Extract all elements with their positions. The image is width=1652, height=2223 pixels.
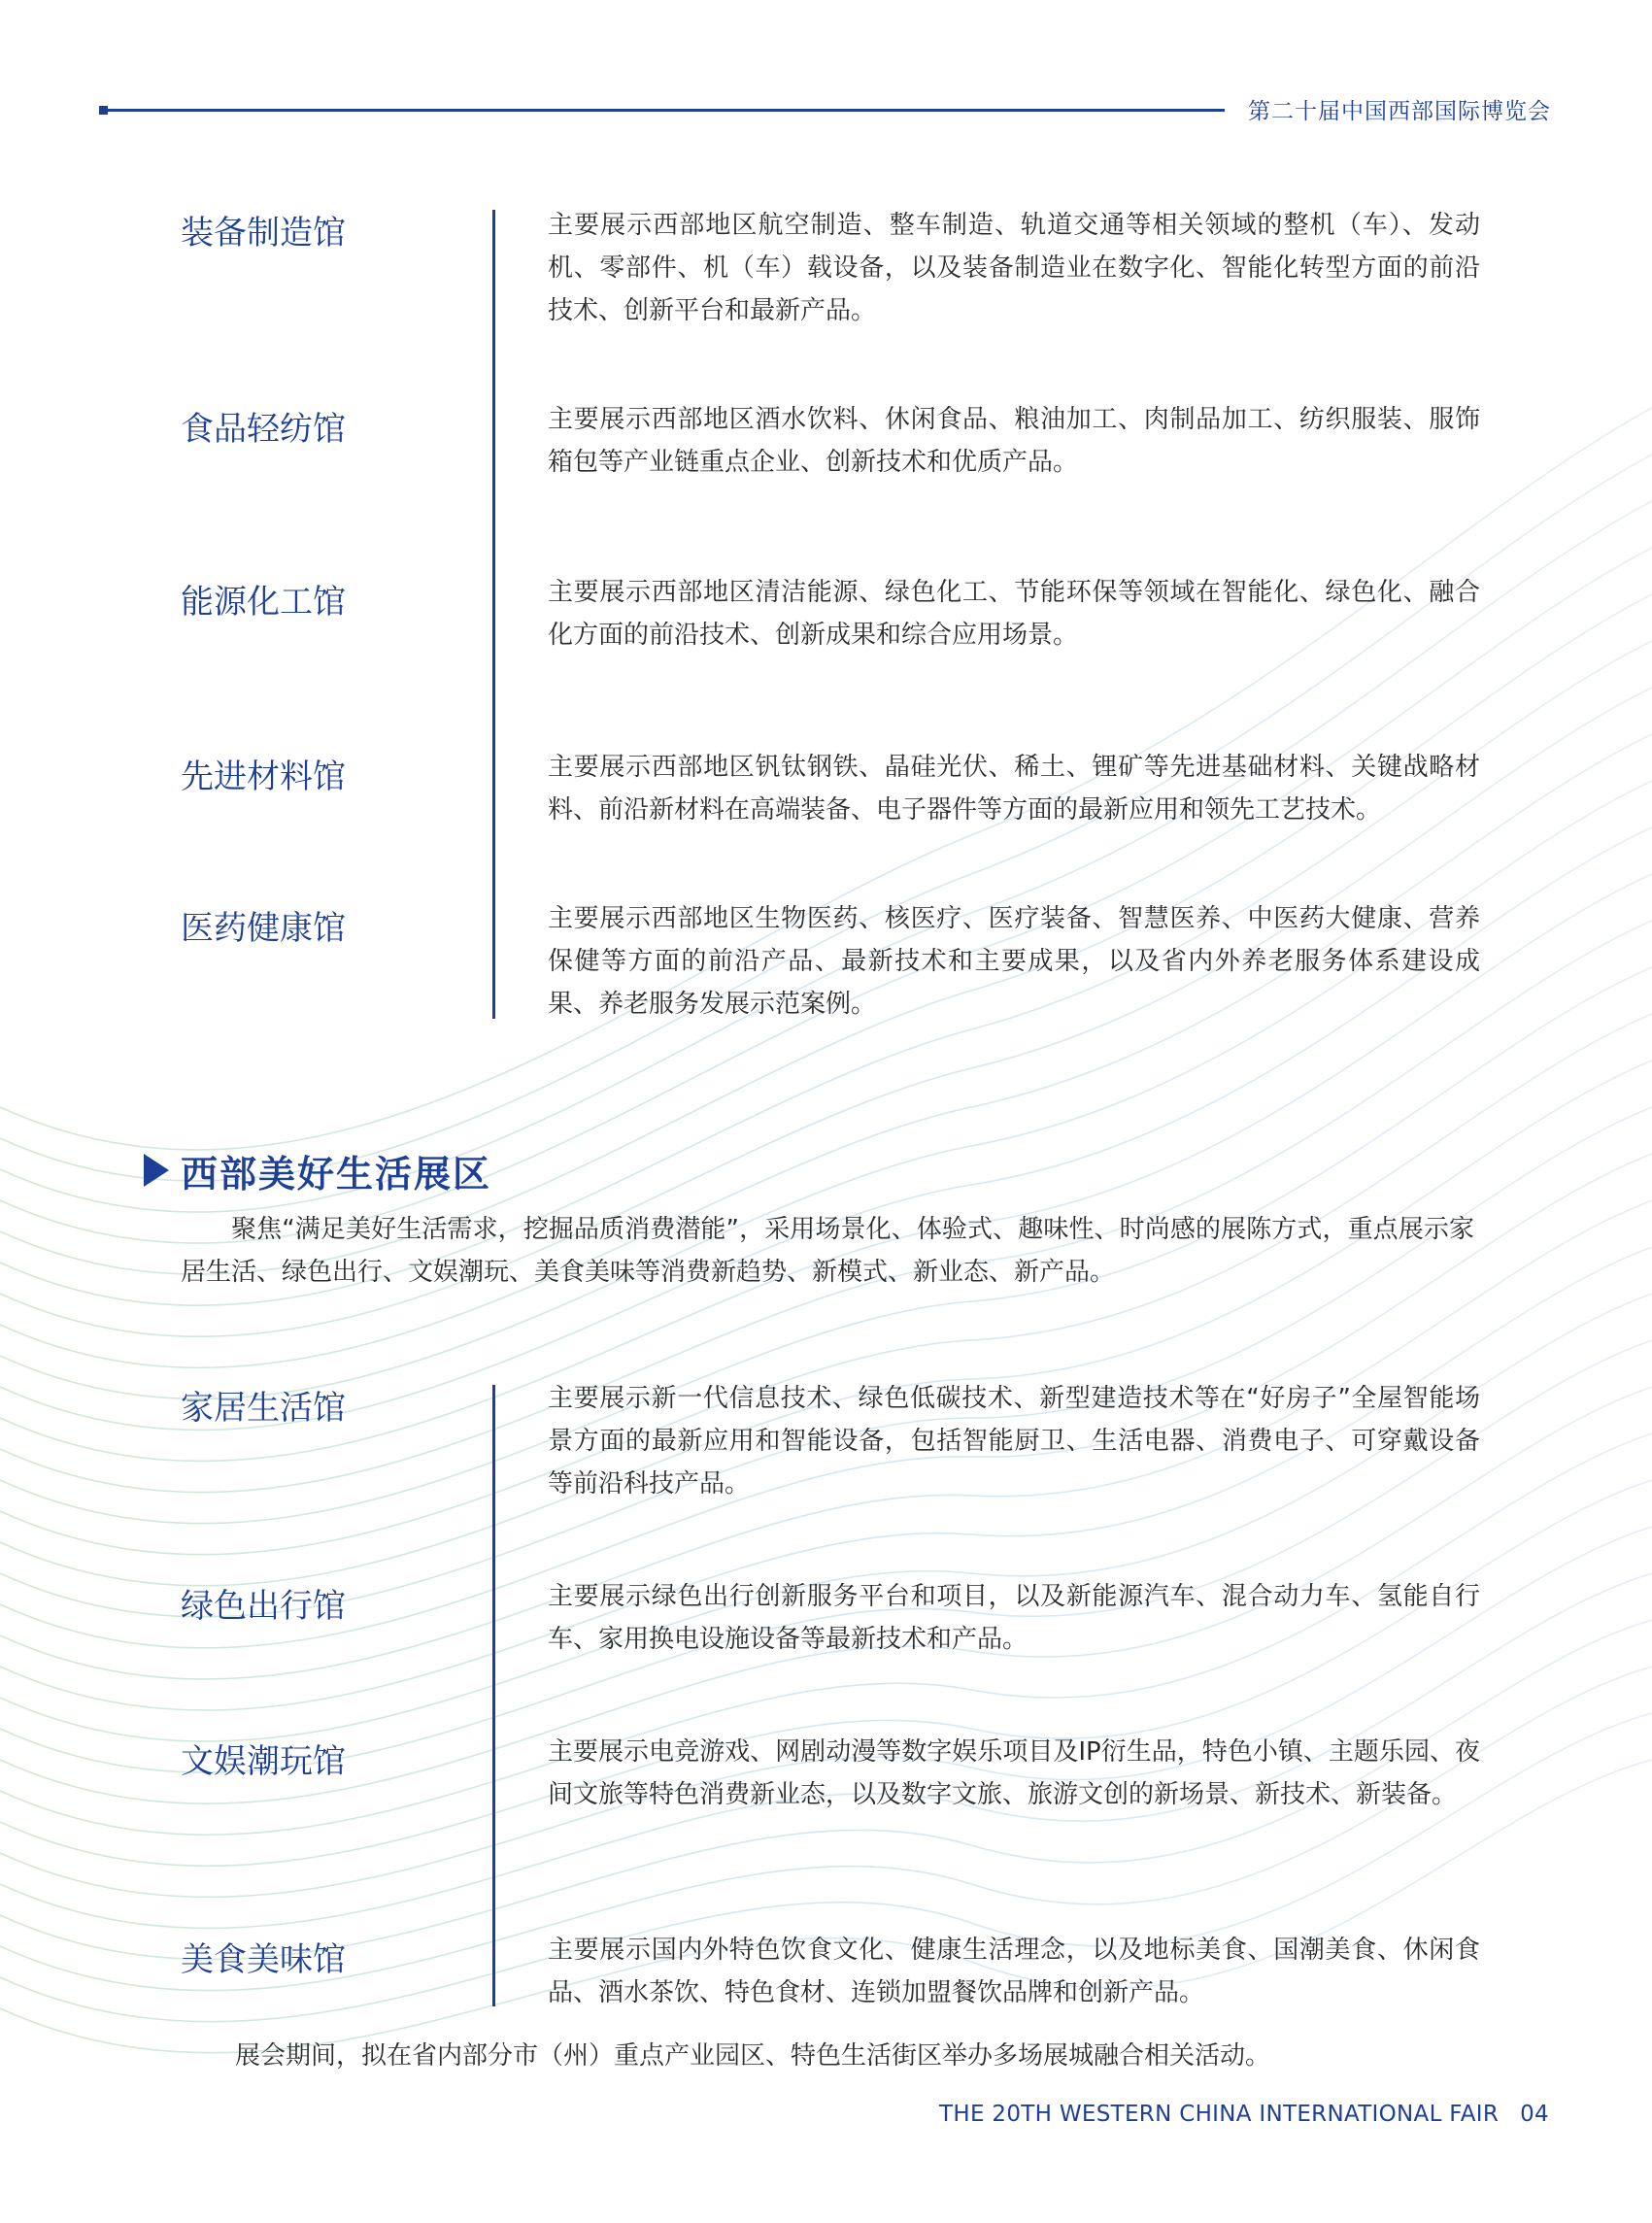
hall-desc-equipment: 主要展示西部地区航空制造、整车制造、轨道交通等相关领域的整机（车）、发动机、零部件、机（车）载设备，以及装备制造业在数字化、智能化转型方面的前沿技术、创新平台和最新产品。: [548, 211, 1480, 325]
hall-desc-entertainment: 主要展示电竞游戏、网剧动漫等数字娱乐项目及IP衍生品，特色小镇、主题乐园、夜间文旅等特色消费新业态，以及数字文旅、旅游文创的新场景、新技术、新装备。: [548, 1737, 1480, 1809]
hall-name-advanced-materials: 先进材料馆: [181, 758, 346, 796]
wave-line: [0, 1061, 1652, 1586]
wave-line: [0, 1294, 1652, 1741]
hall-desc-advanced-materials: 主要展示西部地区钒钛钢铁、晶硅光伏、稀土、锂矿等先进基础材料、关键战略材料、前沿新材料在高端装备、电子器件等方面的最新应用和领先工艺技术。: [548, 753, 1480, 825]
hall-desc-medicine-health: 主要展示西部地区生物医药、核医疗、医疗装备、智慧医养、中医药大健康、营养保健等方面的前沿产品、最新技术和主要成果，以及省内外养老服务体系建设成果、养老服务发展示范案例。: [548, 904, 1480, 1019]
hall-desc-food-textile: 主要展示西部地区酒水饮料、休闲食品、粮油加工、肉制品加工、纺织服装、服饰箱包等产业链重点企业、创新技术和优质产品。: [548, 405, 1480, 477]
hall-desc-energy-chemical: 主要展示西部地区清洁能源、绿色化工、节能环保等领域在智能化、绿色化、融合化方面的前沿技术、创新成果和综合应用场景。: [548, 578, 1480, 650]
hall-name-energy-chemical: 能源化工馆: [181, 583, 346, 622]
header-rule: [108, 109, 1225, 112]
footer-fair-name: THE 20TH WESTERN CHINA INTERNATIONAL FAIR: [939, 2102, 1500, 2127]
section-intro: 聚焦“满足美好生活需求，挖掘品质消费潜能”，采用场景化、体验式、趣味性、时尚感的展陈方式，重点展示家居生活、绿色出行、文娱潮玩、美食美味等消费新趋势、新模式、新业态、新产品。: [181, 1215, 1474, 1287]
section-title: 西部美好生活展区: [181, 1153, 492, 1196]
closing-paragraph: 展会期间，拟在省内部分市（州）重点产业园区、特色生活街区举办多场展城融合相关活动。: [235, 2041, 1271, 2071]
hall-name-gourmet: 美食美味馆: [181, 1940, 346, 1979]
wave-line: [0, 781, 1652, 1398]
header-fair-title: 第二十届中国西部国际博览会: [1248, 99, 1551, 124]
page-number: 04: [1520, 2102, 1549, 2127]
hall-name-medicine-health: 医药健康馆: [181, 909, 346, 948]
hall-name-entertainment: 文娱潮玩馆: [181, 1742, 346, 1781]
footer: [939, 2102, 1549, 2127]
hall-name-green-mobility: 绿色出行馆: [181, 1587, 346, 1626]
hall-desc-gourmet: 主要展示国内外特色饮食文化、健康生活理念，以及地标美食、国潮美食、休闲食品、酒水茶饮、特色食材、连锁加盟餐饮品牌和创新产品。: [548, 1936, 1480, 2007]
hall-divider-bottom: [492, 1385, 495, 2006]
hall-desc-home-living: 主要展示新一代信息技术、绿色低碳技术、新型建造技术等在“好房子”全屋智能场景方面的最新应用和智能设备，包括智能厨卫、生活电器、消费电子、可穿戴设备等前沿科技产品。: [548, 1384, 1480, 1499]
header-marker: [99, 106, 108, 115]
hall-name-equipment: 装备制造馆: [181, 214, 346, 253]
hall-name-home-living: 家居生活馆: [181, 1389, 346, 1428]
hall-name-food-textile: 食品轻纺馆: [181, 410, 346, 449]
section-arrow-icon: [144, 1154, 169, 1187]
hall-desc-green-mobility: 主要展示绿色出行创新服务平台和项目，以及新能源汽车、混合动力车、氢能自行车、家用换电设施设备等最新技术和产品。: [548, 1582, 1480, 1654]
hall-divider-top: [492, 210, 495, 1019]
